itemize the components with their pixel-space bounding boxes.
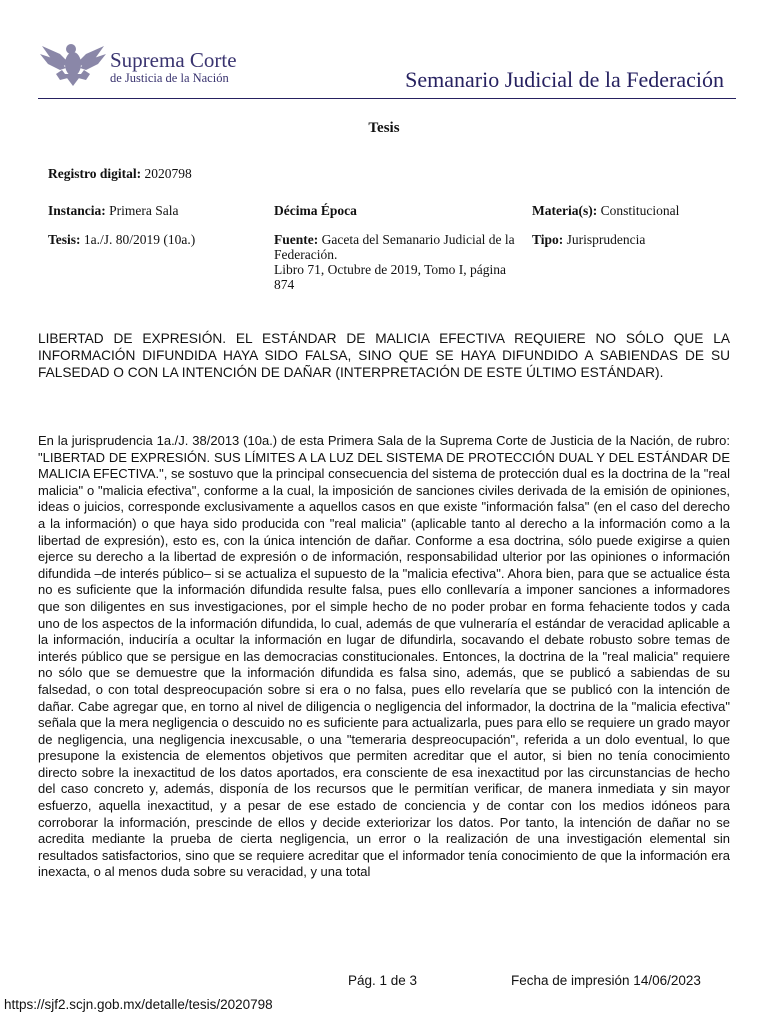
tesis-body: En la jurisprudencia 1a./J. 38/2013 (10a.) de esta Primera Sala de la Suprema Corte de Justicia de la Nación, de rubro: "LIBERTAD DE EXPRESIÓN. SUS LÍMITES A LA LUZ DEL SISTEMA DE PROTECCIÓN DUAL Y DEL ESTÁNDAR DE MALICIA EFECTIVA.", se sostuvo que la principal consecuencia del sistema de protección dual es la doctrina de la "real malicia" o "malicia efectiva", conforme a la cual, la imposición de sanciones civiles derivada de la emisión de opiniones, ideas o juicios, corresponde exclusivamente a aquellos casos en que existe "información falsa" (en el caso del derecho a la información) o que haya sido producida con "real malicia" (aplicable tanto al derecho a la información como a la libertad de expresión), esto es, con la única intención de dañar. Conforme a esa doctrina, sólo puede exigirse a quien ejerce su derecho a la libertad de expresión o de información, responsabilidad ulterior por las opiniones o información difundida –de interés público– si se actualiza el supuesto de la "malicia efectiva". Ahora bien, para que se actualice ésta no es suficiente que la información difundida resulte falsa, pues ello conllevaría a imponer sanciones a informadores que son diligentes en sus investigaciones, por el simple hecho de no poder probar en forma fehaciente todos y cada uno de los aspectos de la información difundida, lo cual, además de que vulneraría el estándar de veracidad aplicable a la información, induciría a ocultar la información en lugar de difundirla, socavando el debate robusto sobre temas de interés público que se persigue en las democracias constitucionales. Entonces, la doctrina de la "real malicia" requiere no sólo que se demuestre que la información difundida es falsa sino, además, que se publicó a sabiendas de su falsedad, o con total despreocupación sobre si era o no falsa, pues ello revelaría que se publicó con la intención de dañar. Cabe agregar que, en torno al nivel de diligencia o negligencia del informador, la doctrina de la "malicia efectiva" señala que la mera negligencia o descuido no es suficiente para actualizarla, pues para ello se requiere un grado mayor de negligencia, una negligencia inexcusable, o una "temeraria despreocupación", referida a un dolo eventual, lo que presupone la existencia de elementos objetivos que permiten acreditar que el autor, si bien no tenía conocimiento directo sobre la inexactitud de los datos aportados, era consciente de esa inexactitud por las circunstancias de hecho del caso concreto y, además, disponía de los recursos que le permitían verificar, de manera inmediata y sin mayor esfuerzo, aquella inexactitud, y a pesar de ese estado de conciencia y de contar con los medios idóneos para corroborar la información, prescinde de ellos y decide exteriorizar los datos. Por tanto, la intención de dañar no se acredita mediante la prueba de cierta negligencia, un error o la realización de una investigación elemental sin resultados satisfactorios, sino que se requiere acreditar que el informador tenía conocimiento de que la información era inexacta, o al menos duda sobre su veracidad, y una total	[38, 433, 730, 880]
fuente-label: Fuente:	[274, 232, 319, 247]
tipo	[532, 232, 645, 247]
tesis-value: 1a./J. 80/2019 (10a.)	[83, 232, 196, 247]
tesis-rubro: LIBERTAD DE EXPRESIÓN. EL ESTÁNDAR DE MALICIA EFECTIVA REQUIERE NO SÓLO QUE LA INFORMACIÓN DIFUNDIDA HAYA SIDO FALSA, SINO QUE SE HAYA DIFUNDIDO A SABIENDAS DE SU FALSEDAD O CON LA INTENCIÓN DE DAÑAR (INTERPRETACIÓN DE ESTE ÚLTIMO ESTÁNDAR).	[38, 331, 730, 380]
materia-label: Materia(s):	[532, 203, 598, 218]
registro-value: 2020798	[144, 166, 192, 181]
materia-value: Constitucional	[600, 203, 680, 218]
registro-label: Registro digital:	[48, 166, 142, 181]
page-header	[38, 40, 736, 100]
tipo-label: Tipo:	[532, 232, 564, 247]
instancia-label: Instancia:	[48, 203, 106, 218]
materia	[532, 203, 679, 218]
instancia-value: Primera Sala	[109, 203, 179, 218]
logo-subtitle: de Justicia de la Nación	[110, 71, 229, 85]
tesis-label: Tesis:	[48, 232, 81, 247]
registro-digital	[48, 166, 192, 181]
document-type: Tesis	[368, 120, 400, 136]
epoca-value: Décima Época	[274, 203, 357, 218]
fuente-libro: Libro 71, Octubre de 2019, Tomo I, página 874	[274, 262, 507, 292]
print-date: Fecha de impresión 14/06/2023	[511, 973, 701, 988]
tesis-number	[48, 232, 195, 247]
fuente-value: Gaceta del Semanario Judicial de la Federación.	[274, 232, 515, 262]
header-divider	[38, 98, 736, 99]
tipo-value: Jurisprudencia	[566, 232, 646, 247]
source-url: https://sjf2.scjn.gob.mx/detalle/tesis/2020798	[4, 997, 273, 1012]
epoca	[274, 203, 357, 218]
page-number: Pág. 1 de 3	[348, 973, 418, 988]
eagle-seal-icon	[38, 40, 108, 88]
fuente	[274, 232, 524, 292]
scjn-logo	[38, 40, 438, 90]
logo-name: Suprema Corte	[110, 48, 237, 72]
instancia	[48, 203, 179, 218]
publication-title: Semanario Judicial de la Federación	[405, 67, 724, 92]
